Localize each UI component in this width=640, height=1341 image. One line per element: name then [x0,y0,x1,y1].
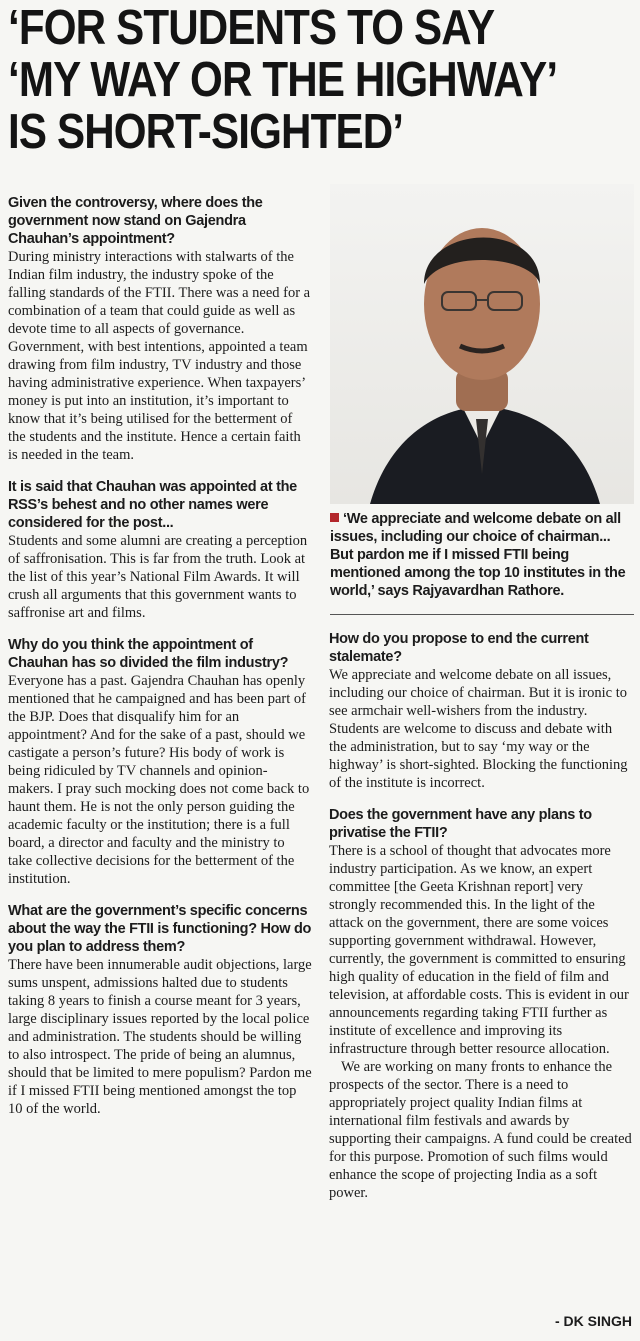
answer: Students and some alumni are creating a perception of saffronisation. This is far from the truth. Look at the list of this year’s National Film Awards. It will crush all arguments that this government wants to saffronise art and films. [8,533,308,621]
question: How do you propose to end the current stalemate? [329,631,589,665]
answer: During ministry interactions with stalwarts of the Indian film industry, the industry spoke of the falling standards of the FTII. There was a need for a combination of a team that could guide as well as devote time to all aspects of governance. Government, with best intentions, appointed a team drawing from film industry, TV industry and those having administrative experience. When taxpayers’ money is put into an institution, it’s important to know that it’s being utilised for the betterment of the students and the institute. Hence a certain faith is needed in the team. [8,249,311,463]
headline-line-1: ‘FOR STUDENTS TO SAY [8,1,495,55]
question: It is said that Chauhan was appointed at the RSS’s behest and no other names were considered for the post... [8,479,297,531]
question: Why do you think the appointment of Chauhan has so divided the film industry? [8,637,289,671]
caption-bullet-icon [330,513,339,522]
headline-line-2: ‘MY WAY OR THE HIGHWAY’ [8,53,558,107]
headline-line-3: IS SHORT-SIGHTED’ [8,105,404,159]
portrait-photo [330,184,634,504]
answer: There have been innumerable audit objections, large sums unspent, admissions halted due to students taking 8 years to finish a course meant for 3 years, large disciplinary issues reported by the local police and administration. The students should be willing to also introspect. The pride of being an alumnus, should that be limited to mere populism? Pardon me if I missed FTII being mentioned amongst the top 10 of the world. [8,957,312,1117]
answer: We are working on many fronts to enhance the prospects of the sector. There is a need to appropriately project quality Indian films at international film festivals and awards by supporting their campaigns. A fund could be created for this purpose. Promotion of such films would enhance the scope of projecting India as a soft power. [329,1059,632,1201]
photo-caption [330,510,634,600]
byline: - DK SINGH [555,1313,632,1329]
answer: We appreciate and welcome debate on all issues, including our choice of chairman. But it is ironic to see armchair well-wishers from the industry. Students are welcome to discuss and debate with the administration, but to say ‘my way or the highway’ is short-sighted. Blocking the functioning of the institute is incorrect. [329,667,628,791]
caption-divider [330,614,634,615]
answer: There is a school of thought that advocates more industry participation. As we know, an expert committee [the Geeta Krishnan report] very strongly recommended this. In the light of the attack on the government, there are some voices supporting government withdrawal. However, currently, the government is committed to ensuring high quality of education in the field of film and television, at affordable costs. This is evident in our announcements regarding taking FTII further as institute of excellence and improving its infrastructure through better resource allocation. [329,843,629,1057]
headline [8,1,558,159]
portrait-illustration [330,184,634,504]
question: Given the controversy, where does the government now stand on Gajendra Chauhan’s appointment? [8,195,263,247]
left-column [8,194,312,1118]
caption-text: ‘We appreciate and welcome debate on all issues, including our choice of chairman... But pardon me if I missed FTII being mentioned among the top 10 institutes in the world,’ says Rajyavardhan Rathore. [330,511,626,599]
right-column [329,630,633,1216]
question: What are the government’s specific concerns about the way the FTII is functioning? How do you plan to address them? [8,903,312,955]
question: Does the government have any plans to privatise the FTII? [329,807,592,841]
answer: Everyone has a past. Gajendra Chauhan has openly mentioned that he campaigned and has been part of the BJP. Does that disqualify him for an appointment? And for the sake of a past, should we castigate a person’s future? His body of work is being ridiculed by TV channels and opinion-makers. I pray such mocking does not come back to haunt them. He is not the only person guiding the academic faculty or the institution; there is a full board, a director and faculty and the ministry to take collective decisions for the betterment of the institution. [8,673,310,887]
